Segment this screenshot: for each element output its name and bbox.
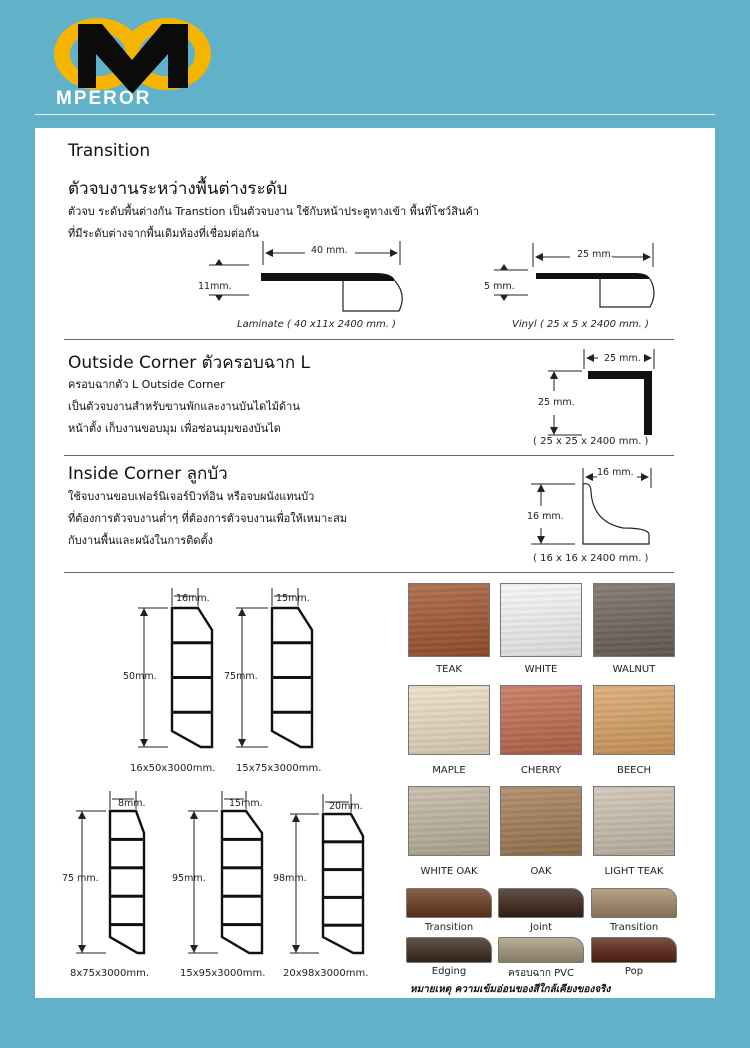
skirting-rib [323,868,363,871]
swatch-tile [593,786,675,856]
skirting-caption-3: 8x75x3000mm. [70,968,150,979]
skirting-caption-2: 15x75x3000mm. [236,763,322,774]
profile-sample [498,937,584,963]
skirting-rib [222,866,262,869]
swatch-tile [408,583,490,657]
profile-label: Joint [529,922,553,933]
vinyl-caption: Vinyl ( 25 x 5 x 2400 mm. ) [512,319,649,330]
skirting-height-5: 98mm. [273,873,307,884]
outside-line-1: ครอบฉากตัว L Outside Corner [68,378,225,391]
skirting-height-3: 75 mm. [62,873,99,884]
laminate-caption: Laminate ( 40 x11x 2400 mm. ) [237,319,397,330]
brand-logo [50,12,215,107]
dim-arrow [292,814,300,822]
swatch-tile [500,786,582,856]
skirting-caption-1: 16x50x3000mm. [130,763,216,774]
outside-line-3: หน้าตั้ง เก็บงานขอบมุม เพื่อซ่อนมุมของบันได [68,422,281,435]
swatch-tile [500,583,582,657]
inside-line-2: ที่ต้องการตัวจบงานต่ำๆ ที่ต้องการตัวจบงานเพื่อให้เหมาะสม [68,512,348,525]
header-rule [35,114,715,115]
brand-name: MPEROR [56,88,152,109]
profile-sample [498,888,584,918]
skirting-rib [172,711,212,714]
outside-corner-diagram [540,345,660,445]
dim-arrow [190,945,198,953]
profile-label: Edging [431,966,467,977]
skirting-caption-4: 15x95x3000mm. [180,968,266,979]
transition-subtitle: ตัวจบงานระหว่างพื้นต่างระดับ [68,179,288,199]
skirting-rib [323,924,363,927]
skirting-profile-outline [323,814,363,953]
profile-sample [591,888,677,918]
skirting-rib [110,838,144,841]
inside-line-3: กับงานพื้นและผนังในการติดตั้ง [68,534,213,547]
skirting-profile-outline [222,811,262,953]
swatch-label: WALNUT [612,664,656,675]
skirting-top-1: 16mm. [176,593,210,604]
vinyl-height: 5 mm. [484,281,515,292]
skirting-rib [222,895,262,898]
dim-arrow [190,811,198,819]
vinyl-width: 25 mm. [577,249,614,260]
swatch-tile [500,685,582,755]
color-note: หมายเหตุ ความเข้มอ่อนของสีใกล้เคียงของจริง [410,984,611,995]
outside-width: 25 mm. [604,353,641,364]
dim-arrow [140,608,148,616]
swatch-label: TEAK [436,664,462,675]
dim-arrow [238,739,246,747]
profile-label: Transition [609,922,659,933]
skirting-rib [172,641,212,644]
swatch-tile [593,583,675,657]
laminate-diagram [195,235,415,325]
skirting-rib [172,676,212,679]
swatch-label: WHITE OAK [420,866,478,877]
section-divider [64,339,674,340]
skirting-rib [110,895,144,898]
outside-height: 25 mm. [538,397,575,408]
section-divider [64,572,674,573]
skirting-rib [222,923,262,926]
inside-corner-diagram [525,462,660,552]
skirting-rib [222,838,262,841]
swatch-tile [593,685,675,755]
swatch-tile [408,786,490,856]
inside-caption: ( 16 x 16 x 2400 mm. ) [533,553,649,564]
inside-height: 16 mm. [527,511,564,522]
transition-desc-1: ตัวจบ ระดับพื้นต่างกัน Transtion เป็นตัวจบงาน ใช้กับหน้าประตูทางเข้า พื้นที่โชว์สินค้า [68,205,479,218]
outside-caption: ( 25 x 25 x 2400 mm. ) [533,436,649,447]
inside-corner-title: Inside Corner ลูกบัว [68,464,228,484]
laminate-height: 11mm. [198,281,232,292]
profile-label: Pop [624,966,644,977]
swatch-label: OAK [530,866,552,877]
dim-arrow [78,945,86,953]
dim-arrow [78,811,86,819]
skirting-rib [323,840,363,843]
skirting-rib [323,896,363,899]
skirting-rib [272,641,312,644]
profile-sample [406,937,492,963]
inside-line-1: ใช้จบงานขอบเฟอร์นิเจอร์บิวท์อิน หรือจบผนังแทนบัว [68,490,315,503]
skirting-top-5: 20mm. [329,801,363,812]
skirting-top-2: 15mm. [276,593,310,604]
swatch-tile [408,685,490,755]
skirting-height-1: 50mm. [123,671,157,682]
profile-label: Transition [424,922,474,933]
skirting-caption-5: 20x98x3000mm. [283,968,369,979]
skirting-rib [110,923,144,926]
skirting-height-2: 75mm. [224,671,258,682]
outside-corner-title: Outside Corner ตัวครอบฉาก L [68,353,311,373]
laminate-width: 40 mm. [311,245,348,256]
transition-desc-2: ที่มีระดับต่างจากพื้นเดิมห้องที่เชื่อมต่อกัน [68,227,259,240]
outside-line-2: เป็นตัวจบงานสำหรับขานพักและงานบันไดไม้ด้าน [68,400,300,413]
dim-arrow [238,608,246,616]
swatch-label: BEECH [617,765,651,776]
skirting-top-3: 8mm. [118,798,146,809]
dim-arrow [292,945,300,953]
profile-label: ครอบฉาก PVC [508,968,574,979]
skirting-rib [272,676,312,679]
transition-title: Transition [68,141,151,161]
profile-sample [591,937,677,963]
skirting-rib [272,711,312,714]
dim-arrow [140,739,148,747]
swatch-label: CHERRY [520,765,562,776]
swatch-label: LIGHT TEAK [604,866,664,877]
inside-width: 16 mm. [597,467,634,478]
profile-sample [406,888,492,918]
section-divider [64,455,674,456]
swatch-label: MAPLE [432,765,466,776]
swatch-label: WHITE [524,664,558,675]
skirting-height-4: 95mm. [172,873,206,884]
skirting-rib [110,866,144,869]
skirting-profiles [40,575,400,995]
skirting-top-4: 15mm. [229,798,263,809]
skirting-profile-outline [110,811,144,953]
